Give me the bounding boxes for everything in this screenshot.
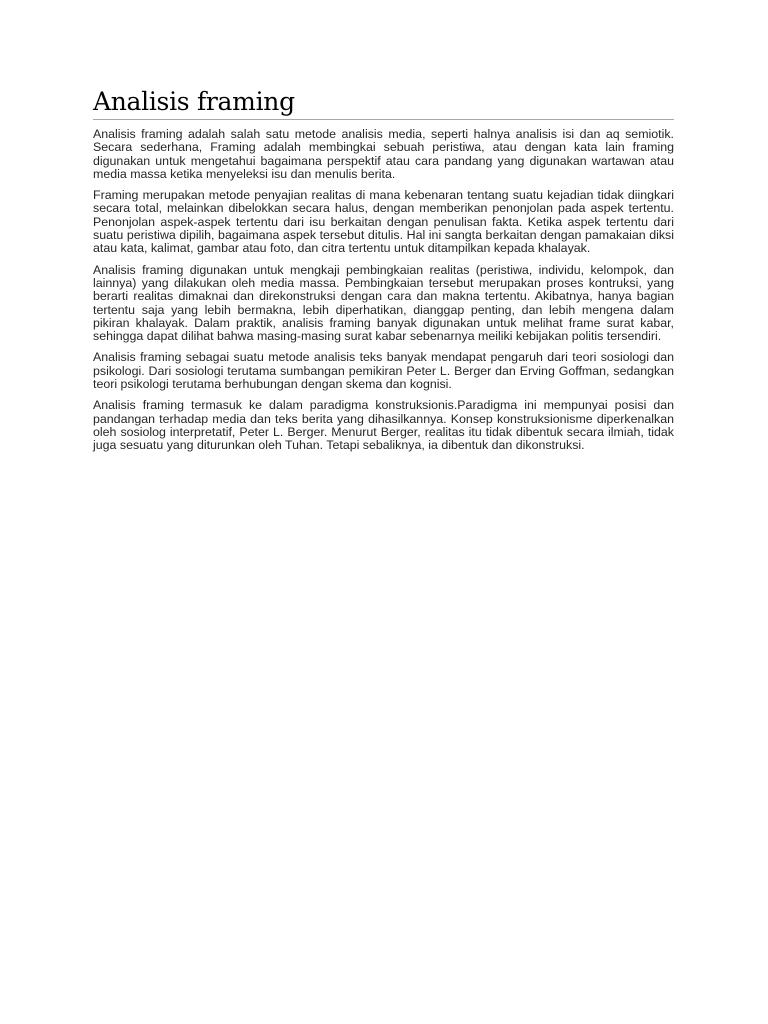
- paragraph-5: Analisis framing termasuk ke dalam paradigma konstruksionis.Paradigma ini mempunyai posisi dan pandangan terhadap media dan teks berita yang dihasilkannya. Konsep konstruksionisme diperkenalkan oleh sosiolog interpretatif, Peter L. Berger. Menurut Berger, realitas itu tidak dibentuk secara ilmiah, tidak juga sesuatu yang diturunkan oleh Tuhan. Tetapi sebaliknya, ia dibentuk dan dikonstruksi.: [93, 398, 674, 453]
- title-underline: [93, 119, 674, 120]
- paragraph-1: Analisis framing adalah salah satu metode analisis media, seperti halnya analisis isi dan aq semiotik. Secara sederhana, Framing adalah membingkai sebuah peristiwa, atau dengan kata lain framing digunakan untuk mengetahui bagaimana perspektif atau cara pandang yang digunakan wartawan atau media massa ketika menyeleksi isu dan menulis berita.: [93, 127, 674, 181]
- paragraph-4: Analisis framing sebagai suatu metode analisis teks banyak mendapat pengaruh dari teori sosiologi dan psikologi. Dari sosiologi terutama sumbangan pemikiran Peter L. Berger dan Erving Goffman, sedangkan teori psikologi terutama berhubungan dengan skema dan kognisi.: [93, 350, 674, 392]
- document-body: [93, 86, 674, 461]
- document-title: Analisis framing: [93, 87, 295, 116]
- paragraph-3: Analisis framing digunakan untuk mengkaji pembingkaian realitas (peristiwa, individu, kelompok, dan lainnya) yang dilakukan oleh media massa. Pembingkaian tersebut merupakan proses kontruksi, yang berarti realitas dimaknai dan direkonstruksi dengan cara dan makna tertentu. Akibatnya, hanya bagian tertentu saja yang lebih bermakna, lebih diperhatikan, dianggap penting, dan lebih mengena dalam pikiran khalayak. Dalam praktik, analisis framing banyak digunakan untuk melihat frame surat kabar, sehingga dapat dilihat bahwa masing-masing surat kabar sebenarnya meiliki kebijakan politis tersendiri.: [93, 262, 674, 344]
- paragraph-2: Framing merupakan metode penyajian realitas di mana kebenaran tentang suatu kejadian tidak diingkari secara total, melainkan dibelokkan secara halus, dengan memberikan penonjolan pada aspek tertentu. Penonjolan aspek-aspek tertentu dari isu berkaitan dengan penulisan fakta. Ketika aspek tertentu dari suatu peristiwa dipilih, bagaimana aspek tersebut ditulis. Hal ini sangta berkaitan dengan pamakaian diksi atau kata, kalimat, gambar atau foto, dan citra tertentu untuk ditampilkan kepada khalayak.: [93, 188, 674, 256]
